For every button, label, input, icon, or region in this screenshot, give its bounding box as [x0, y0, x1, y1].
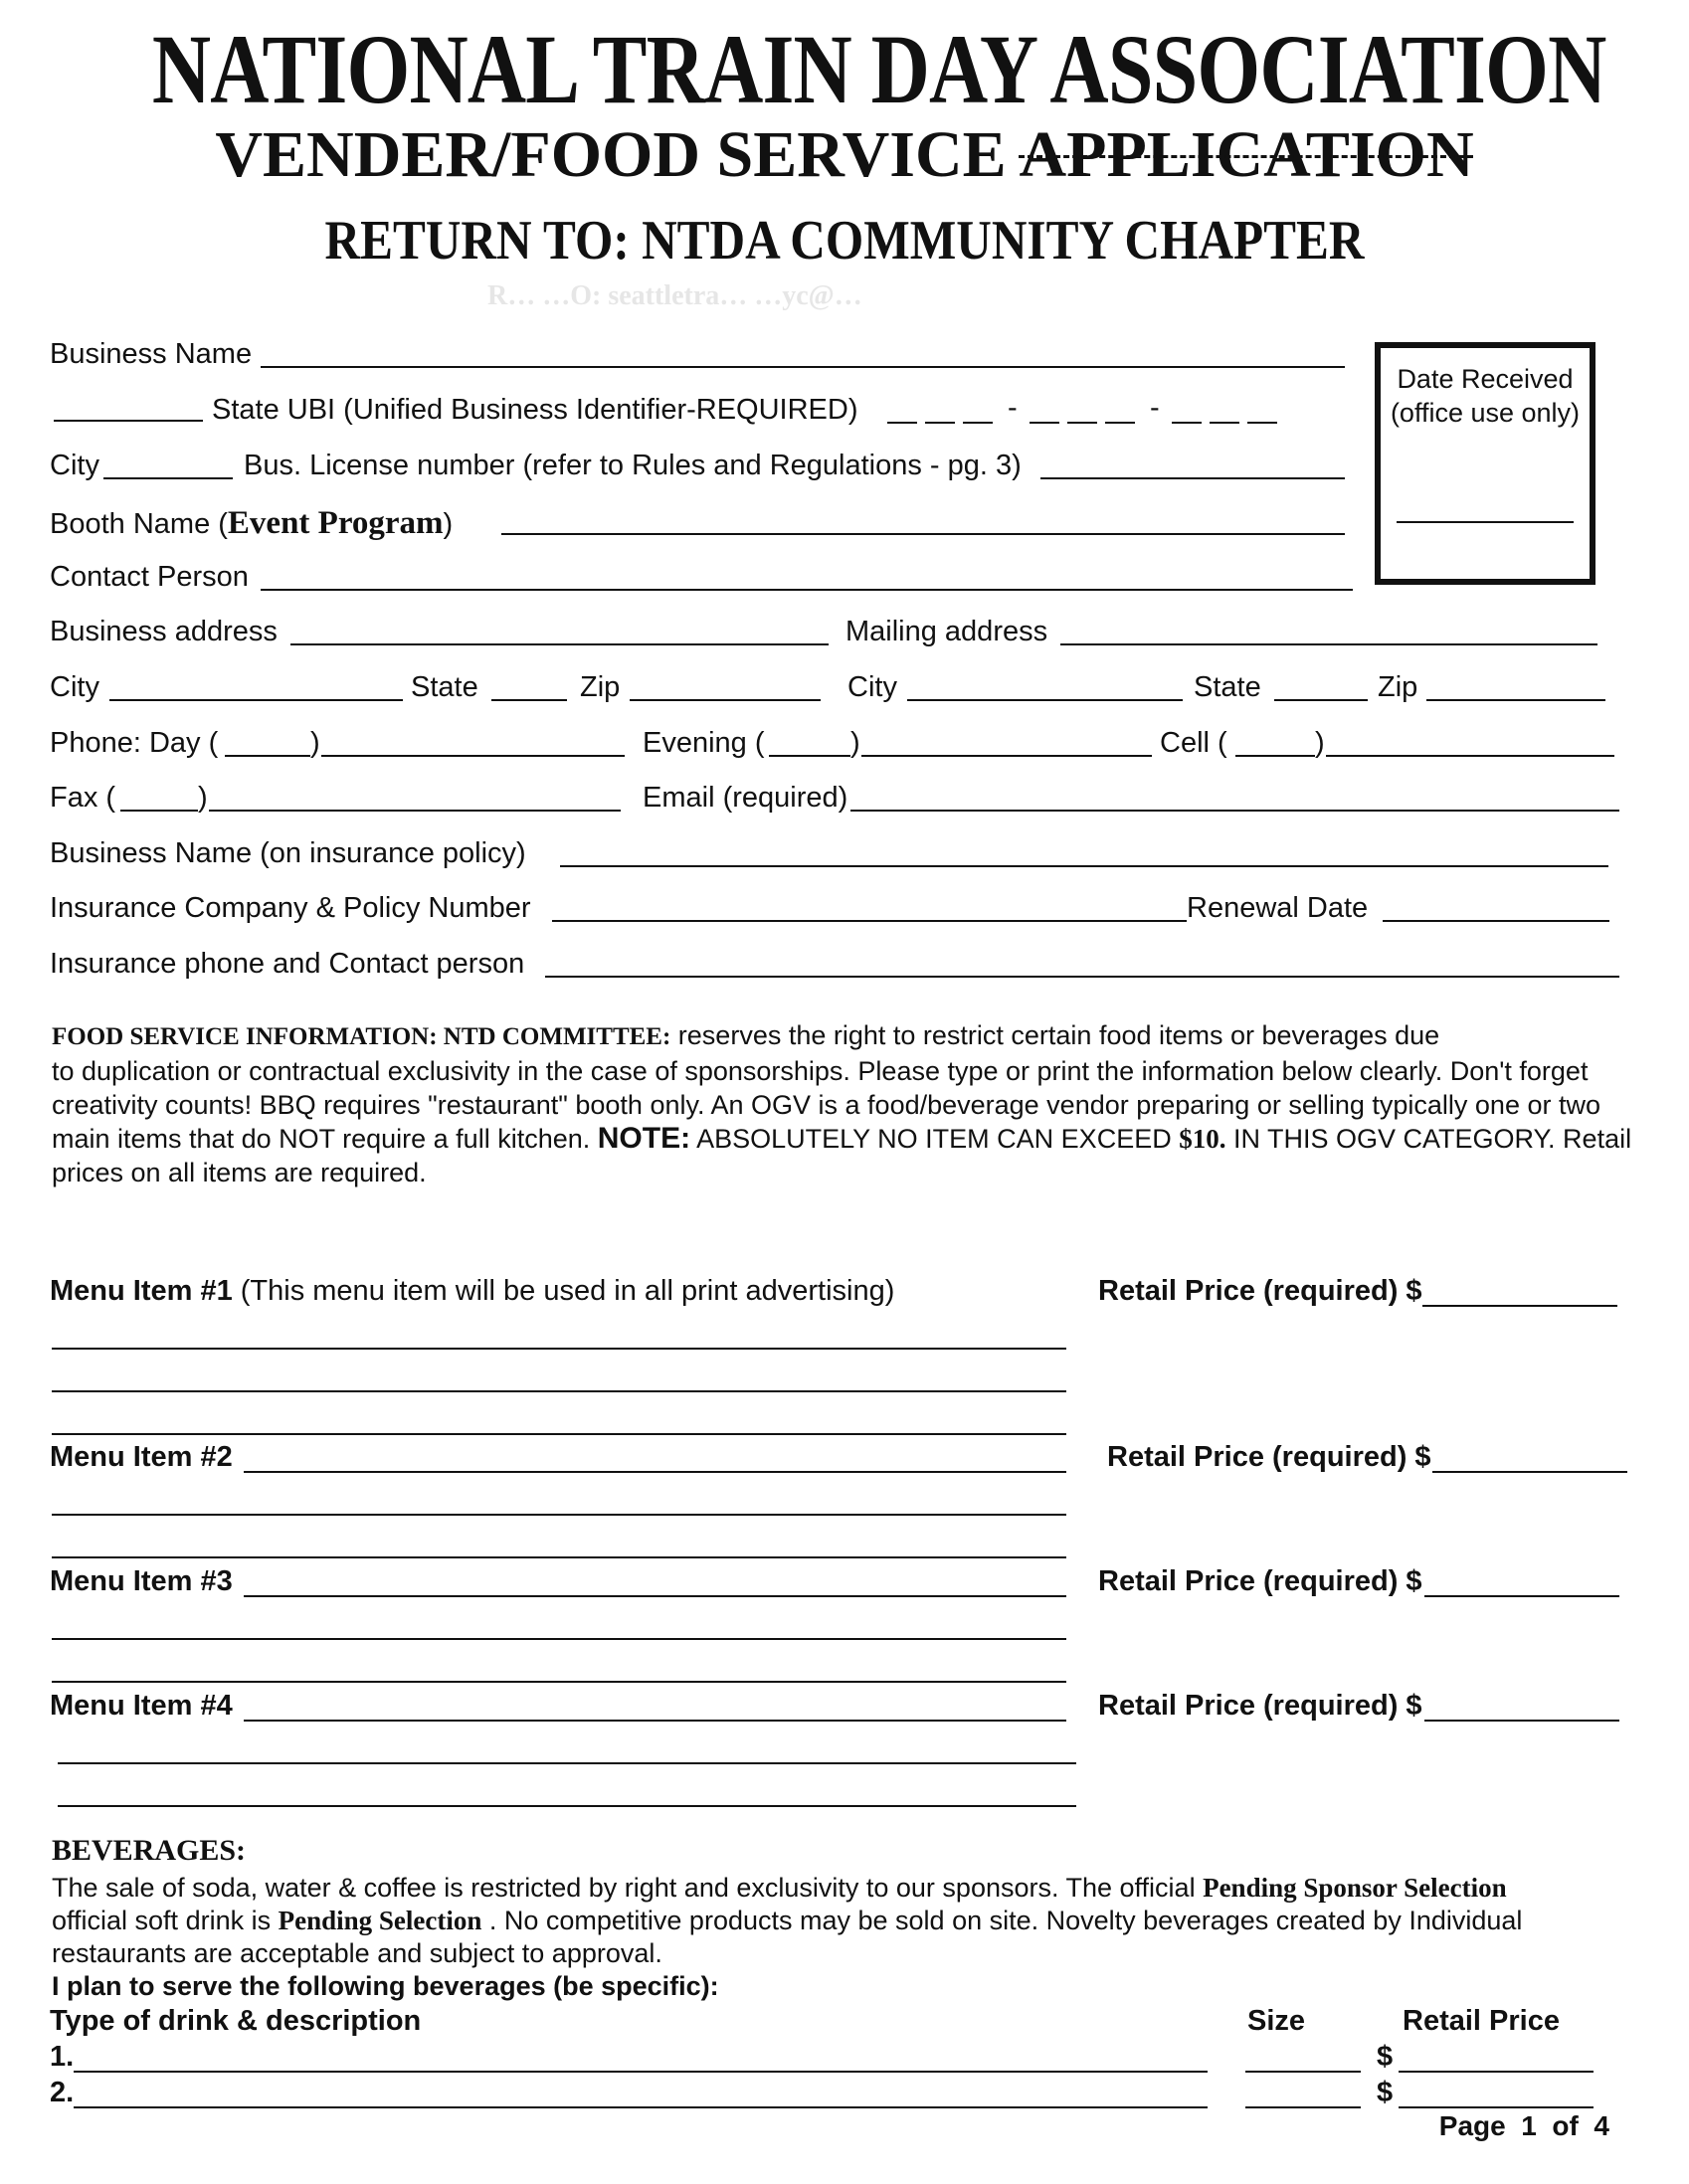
ubi-digit-field[interactable] — [1067, 422, 1097, 424]
ubi-digit-field[interactable] — [963, 422, 993, 424]
state-ubi-label: State UBI (Unified Business Identifier-REQUIRED) — [212, 394, 858, 426]
food-info-text: IN THIS OGV CATEGORY. Retail — [1225, 1124, 1632, 1154]
fax-label: Fax ( — [50, 782, 116, 814]
booth-name-field[interactable] — [501, 533, 1345, 535]
dollar-sign: $ — [1377, 2077, 1394, 2108]
zip-field[interactable] — [1426, 699, 1605, 701]
menu-item-3-line[interactable] — [52, 1638, 1066, 1640]
page-title: NATIONAL TRAIN DAY ASSOCIATION — [151, 14, 1606, 124]
state-label: State — [1194, 671, 1261, 703]
insurance-company-field[interactable] — [552, 920, 1187, 922]
food-info-text: to duplication or contractual exclusivity in the case of sponsorships. Please type or print the information below clearly. Don't forget — [52, 1056, 1589, 1086]
booth-name-label: Booth Name (Event Program) — [50, 505, 454, 541]
beverages-heading: BEVERAGES: — [52, 1834, 247, 1867]
retail-price-header: Retail Price — [1403, 2005, 1560, 2037]
food-info-text: reserves the right to restrict certain food items or beverages due — [670, 1020, 1440, 1050]
paren-close: ) — [198, 782, 208, 814]
date-received-line — [1397, 521, 1574, 523]
cell-label: Cell ( — [1160, 727, 1227, 759]
menu-item-4-line[interactable] — [58, 1805, 1076, 1807]
food-info-text: creativity counts! BBQ requires "restaurant" booth only. An OGV is a food/beverage vendor preparing or selling typically one or two — [52, 1090, 1600, 1120]
retail-price-4-label: Retail Price (required) $ — [1098, 1690, 1422, 1722]
page-number: Page 1 of 4 — [1438, 2110, 1609, 2141]
menu-item-2-line[interactable] — [52, 1514, 1066, 1516]
zip-label: Zip — [1378, 671, 1418, 703]
menu-item-3-label: Menu Item #3 — [50, 1565, 233, 1597]
paren-close: ) — [850, 727, 860, 759]
business-address-label: Business address — [50, 616, 278, 647]
beverages-text-line: official soft drink is — [52, 1906, 279, 1935]
menu-item-4-field[interactable] — [244, 1720, 1066, 1722]
retail-price-3-field[interactable] — [1424, 1595, 1619, 1597]
food-info-text: ABSOLUTELY NO ITEM CAN EXCEED — [690, 1124, 1180, 1154]
renewal-date-label: Renewal Date — [1187, 892, 1369, 924]
bus-license-label: Bus. License number (refer to Rules and Regulations - pg. 3) — [244, 450, 1022, 481]
form-subtitle — [0, 117, 1689, 193]
date-received-box — [1375, 342, 1595, 585]
return-to-heading: RETURN TO: NTDA COMMUNITY CHAPTER — [324, 210, 1365, 272]
fax-area-field[interactable] — [120, 810, 198, 812]
city-label: City — [847, 671, 897, 703]
food-info-text: prices on all items are required. — [52, 1158, 427, 1187]
date-received-label: Date Received (office use only) — [1390, 364, 1581, 428]
beverage-1-field[interactable] — [74, 2071, 1208, 2073]
ubi-digit-field[interactable] — [1172, 422, 1202, 424]
menu-item-2-field[interactable] — [244, 1471, 1066, 1473]
official-sponsor: Pending Sponsor Selection — [1203, 1873, 1507, 1903]
menu-item-1-line[interactable] — [52, 1433, 1066, 1435]
ubi-digit-field[interactable] — [1105, 422, 1135, 424]
business-name-field[interactable] — [261, 366, 1345, 368]
renewal-date-field[interactable] — [1383, 920, 1609, 922]
beverages-plan-line: I plan to serve the following beverages (be specific): — [52, 1971, 719, 2001]
insurance-company-label: Insurance Company & Policy Number — [50, 892, 531, 924]
beverage-row-number: 2. — [50, 2077, 75, 2108]
phone-evening-area-field[interactable] — [769, 755, 850, 757]
ubi-digit-field[interactable] — [1210, 422, 1239, 424]
paren-close: ) — [310, 727, 320, 759]
retail-price-2-field[interactable] — [1432, 1471, 1627, 1473]
business-address-field[interactable] — [290, 643, 829, 645]
beverages-text-line: restaurants are acceptable and subject to approval. — [52, 1938, 662, 1968]
ubi-separator: - — [1150, 392, 1160, 424]
menu-item-2-label: Menu Item #2 — [50, 1441, 233, 1473]
ubi-digit-field[interactable] — [925, 422, 955, 424]
city-field[interactable] — [109, 699, 403, 701]
phone-evening-field[interactable] — [861, 755, 1152, 757]
subtitle-text: VENDER/FOOD SERVICE — [215, 118, 1020, 191]
max-price: $10. — [1179, 1124, 1226, 1154]
beverages-text-line: . No competitive products may be sold on site. Novelty beverages created by Individual — [481, 1906, 1523, 1935]
menu-item-2-line[interactable] — [52, 1556, 1066, 1558]
insurance-phone-field[interactable] — [545, 976, 1619, 978]
phone-day-label: Phone: Day ( — [50, 727, 219, 759]
menu-item-4-label: Menu Item #4 — [50, 1690, 233, 1722]
mailing-address-field[interactable] — [1060, 643, 1597, 645]
contact-person-field[interactable] — [261, 589, 1353, 591]
zip-field[interactable] — [630, 699, 821, 701]
food-info-text: main items that do NOT require a full kitchen. — [52, 1124, 598, 1154]
menu-item-4-line[interactable] — [58, 1762, 1076, 1764]
contact-person-label: Contact Person — [50, 561, 249, 593]
email-field[interactable] — [850, 810, 1619, 812]
retail-price-3-label: Retail Price (required) $ — [1098, 1565, 1422, 1597]
phone-day-area-field[interactable] — [225, 755, 310, 757]
phone-cell-field[interactable] — [1326, 755, 1614, 757]
evening-label: Evening ( — [643, 727, 765, 759]
city-label: City — [50, 450, 99, 481]
beverage-row-number: 1. — [50, 2041, 75, 2073]
ubi-prefix-field[interactable] — [54, 420, 203, 422]
size-header: Size — [1247, 2005, 1306, 2037]
insurance-business-name-label: Business Name (on insurance policy) — [50, 837, 526, 869]
drink-type-header: Type of drink & description — [50, 2005, 422, 2037]
mailing-address-label: Mailing address — [845, 616, 1048, 647]
beverage-2-price-field[interactable] — [1399, 2106, 1594, 2108]
official-soft-drink: Pending Selection — [278, 1906, 482, 1935]
menu-item-1-line[interactable] — [52, 1348, 1066, 1350]
insurance-business-name-field[interactable] — [560, 865, 1608, 867]
menu-item-1-label: Menu Item #1 (This menu item will be used in all print advertising) — [50, 1275, 895, 1307]
retail-price-4-field[interactable] — [1424, 1720, 1619, 1722]
retail-price-1-field[interactable] — [1422, 1305, 1617, 1307]
fax-field[interactable] — [209, 810, 621, 812]
beverage-2-size-field[interactable] — [1245, 2106, 1361, 2108]
ubi-separator: - — [1008, 392, 1018, 424]
subtitle-struck-text: APPLICATION — [1019, 118, 1474, 191]
menu-item-1-line[interactable] — [52, 1390, 1066, 1392]
booth-name-value: Event Program — [227, 505, 444, 541]
ubi-digit-field[interactable] — [1030, 422, 1059, 424]
beverage-2-field[interactable] — [74, 2106, 1208, 2108]
food-service-info — [52, 1018, 1633, 1189]
city-label: City — [50, 671, 99, 703]
retail-price-2-label: Retail Price (required) $ — [1107, 1441, 1431, 1473]
state-field[interactable] — [491, 699, 567, 701]
menu-item-3-field[interactable] — [244, 1595, 1066, 1597]
food-service-heading: FOOD SERVICE INFORMATION: NTD COMMITTEE: — [52, 1023, 671, 1050]
insurance-phone-label: Insurance phone and Contact person — [50, 948, 525, 980]
retail-price-1-label: Retail Price (required) $ — [1098, 1275, 1422, 1307]
city-field[interactable] — [907, 699, 1183, 701]
email-label: Email (required) — [643, 782, 848, 814]
bus-license-field[interactable] — [1040, 477, 1345, 479]
beverage-1-size-field[interactable] — [1245, 2071, 1361, 2073]
ubi-digit-field[interactable] — [1247, 422, 1277, 424]
business-name-label: Business Name — [50, 338, 253, 370]
phone-cell-area-field[interactable] — [1235, 755, 1315, 757]
beverage-1-price-field[interactable] — [1399, 2071, 1594, 2073]
phone-day-field[interactable] — [321, 755, 625, 757]
zip-label: Zip — [580, 671, 621, 703]
beverages-text-line: The sale of soda, water & coffee is restricted by right and exclusivity to our sponsors. The official — [52, 1873, 1204, 1903]
ubi-digit-field[interactable] — [887, 422, 917, 424]
faded-return-line: R… …O: seattletra… …yc@… — [487, 280, 862, 311]
beverages-text — [52, 1872, 1633, 2003]
menu-item-3-line[interactable] — [52, 1681, 1066, 1683]
dollar-sign: $ — [1377, 2041, 1394, 2073]
paren-close: ) — [1315, 727, 1325, 759]
note-label: NOTE: — [597, 1122, 691, 1155]
state-label: State — [411, 671, 478, 703]
city-field[interactable] — [103, 477, 233, 479]
state-field[interactable] — [1274, 699, 1368, 701]
